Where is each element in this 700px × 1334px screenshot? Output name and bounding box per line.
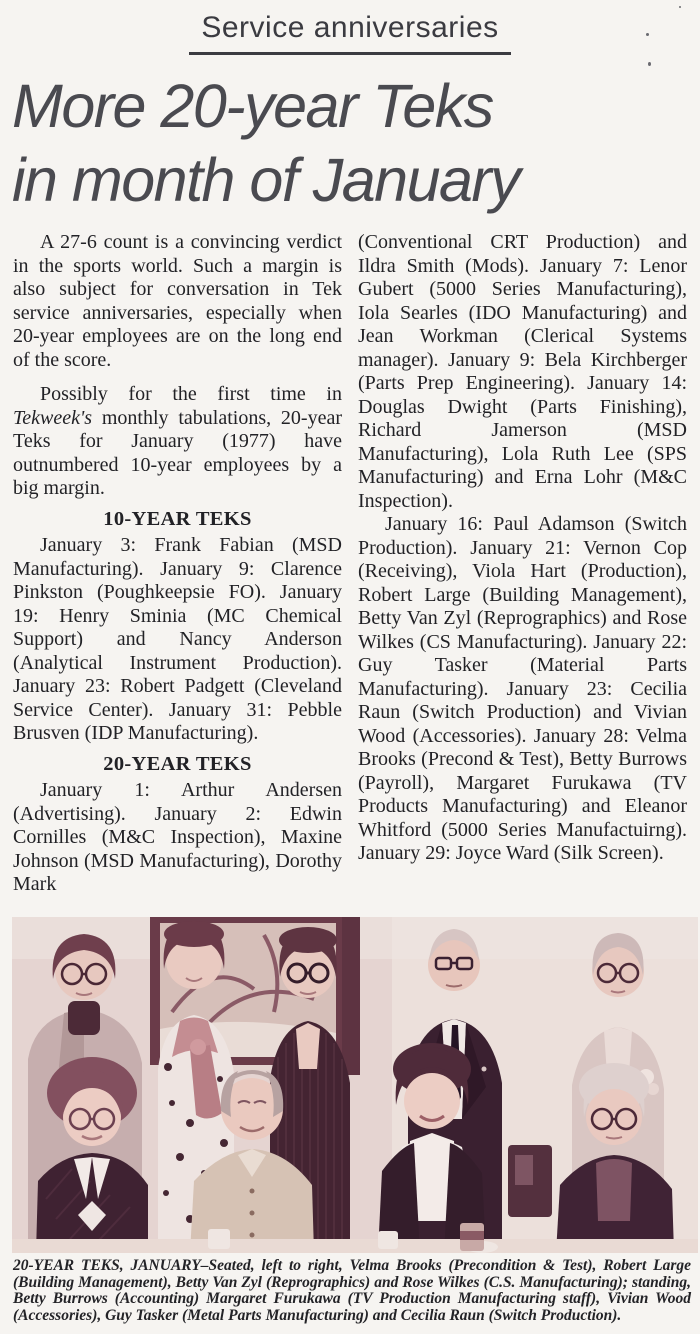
article-body [13,231,687,897]
paper-speck [679,6,681,8]
section-heading-10-year: 10-YEAR TEKS [103,507,252,530]
masthead [0,0,700,55]
photo-caption: 20-YEAR TEKS, JANUARY–Seated, left to right, Velma Brooks (Precondition & Test), Robert Large (Building Management), Betty Van Zyl (Reprographics) and Rose Wilkes (C.S. Manufacturing); standing, Betty Burrows (Accounting) Margaret Furukawa (TV Production Manufacturing staff), Vivian Wood (Accessories), Guy Tasker (Metal Parts Manufacturing) and Cecilia Raun (Switch Production). [13,1257,691,1324]
paragraph-tabulations-post: monthly tabulations, 20-year Teks for January (1977) have outnumbered 10-year employees by a big margin. [13,406,342,499]
paragraph-20-year-list-end: January 16: Paul Adamson (Switch Production). January 21: Vernon Cop (Receiving), Viola Hart (Production), Robert Large (Building Management), Betty Van Zyl (Reprographics) and Rose Wilkes (CS Manufacturing). January 22: Guy Tasker (Material Parts Manufacturing). January 23: Cecilia Raun (Switch Production) and Vivian Wood (Accessories). January 28: Velma Brooks (Precond & Test), Betty Burrows (Payroll), Margaret Furukawa (TV Products Manufacturing) and Eleanor Whitford (5000 Series Manufactuirng). January 29: Joyce Ward (Silk Screen). [358,513,687,864]
group-photo [12,917,698,1253]
paragraph-intro: A 27-6 count is a convincing verdict in the sports world. Such a margin is also subject for conversation in Tek service anniversaries, especially when 20-year employees are on the long end of the score. [13,231,342,371]
paper-speck [648,62,651,66]
paragraph-tabulations [13,383,342,501]
group-photo-image [12,917,698,1253]
right-column [358,231,687,897]
paragraph-tabulations-pre: Possibly for the first time in [40,383,342,405]
paragraph-20-year-list-continued: (Conventional CRT Production) and Ildra Smith (Mods). January 7: Lenor Gubert (5000 Series Manufacturing), Iola Searles (IDO Manufacturing) and Jean Workman (Clerical Systems manager). January 9: Bela Kirchberger (Parts Prep Engineering). January 14: Douglas Dwight (Parts Finishing), Richard Jamerson (MSD Manufacturing), Lola Ruth Lee (SPS Manufacturing) and Erna Lohr (M&C Inspection). [358,231,687,512]
window-frame-bar [342,917,360,1075]
paragraph-20-year-list-start: January 1: Arthur Andersen (Advertising). January 2: Edwin Cornilles (M&C Inspection), Maxine Johnson (MSD Manufacturing), Dorothy Mark [13,779,342,895]
masthead-title: Service anniversaries [189,11,510,55]
section-heading-20-year: 20-YEAR TEKS [103,752,252,775]
headline-line-2: in month of January [12,146,520,214]
tekweek-italic: Tekweek's [13,406,93,429]
paper-speck [646,33,649,36]
article-headline [12,69,692,217]
left-column [13,231,342,897]
paragraph-10-year-list: January 3: Frank Fabian (MSD Manufacturing). January 9: Clarence Pinkston (Poughkeepsie FO). January 19: Henry Sminia (MC Chemical Support) and Nancy Anderson (Analytical Instrument Production). January 23: Robert Padgett (Cleveland Service Center). January 31: Pebble Brusven (IDP Manufacturing). [13,534,342,744]
headline-line-1: More 20-year Teks [12,72,493,140]
